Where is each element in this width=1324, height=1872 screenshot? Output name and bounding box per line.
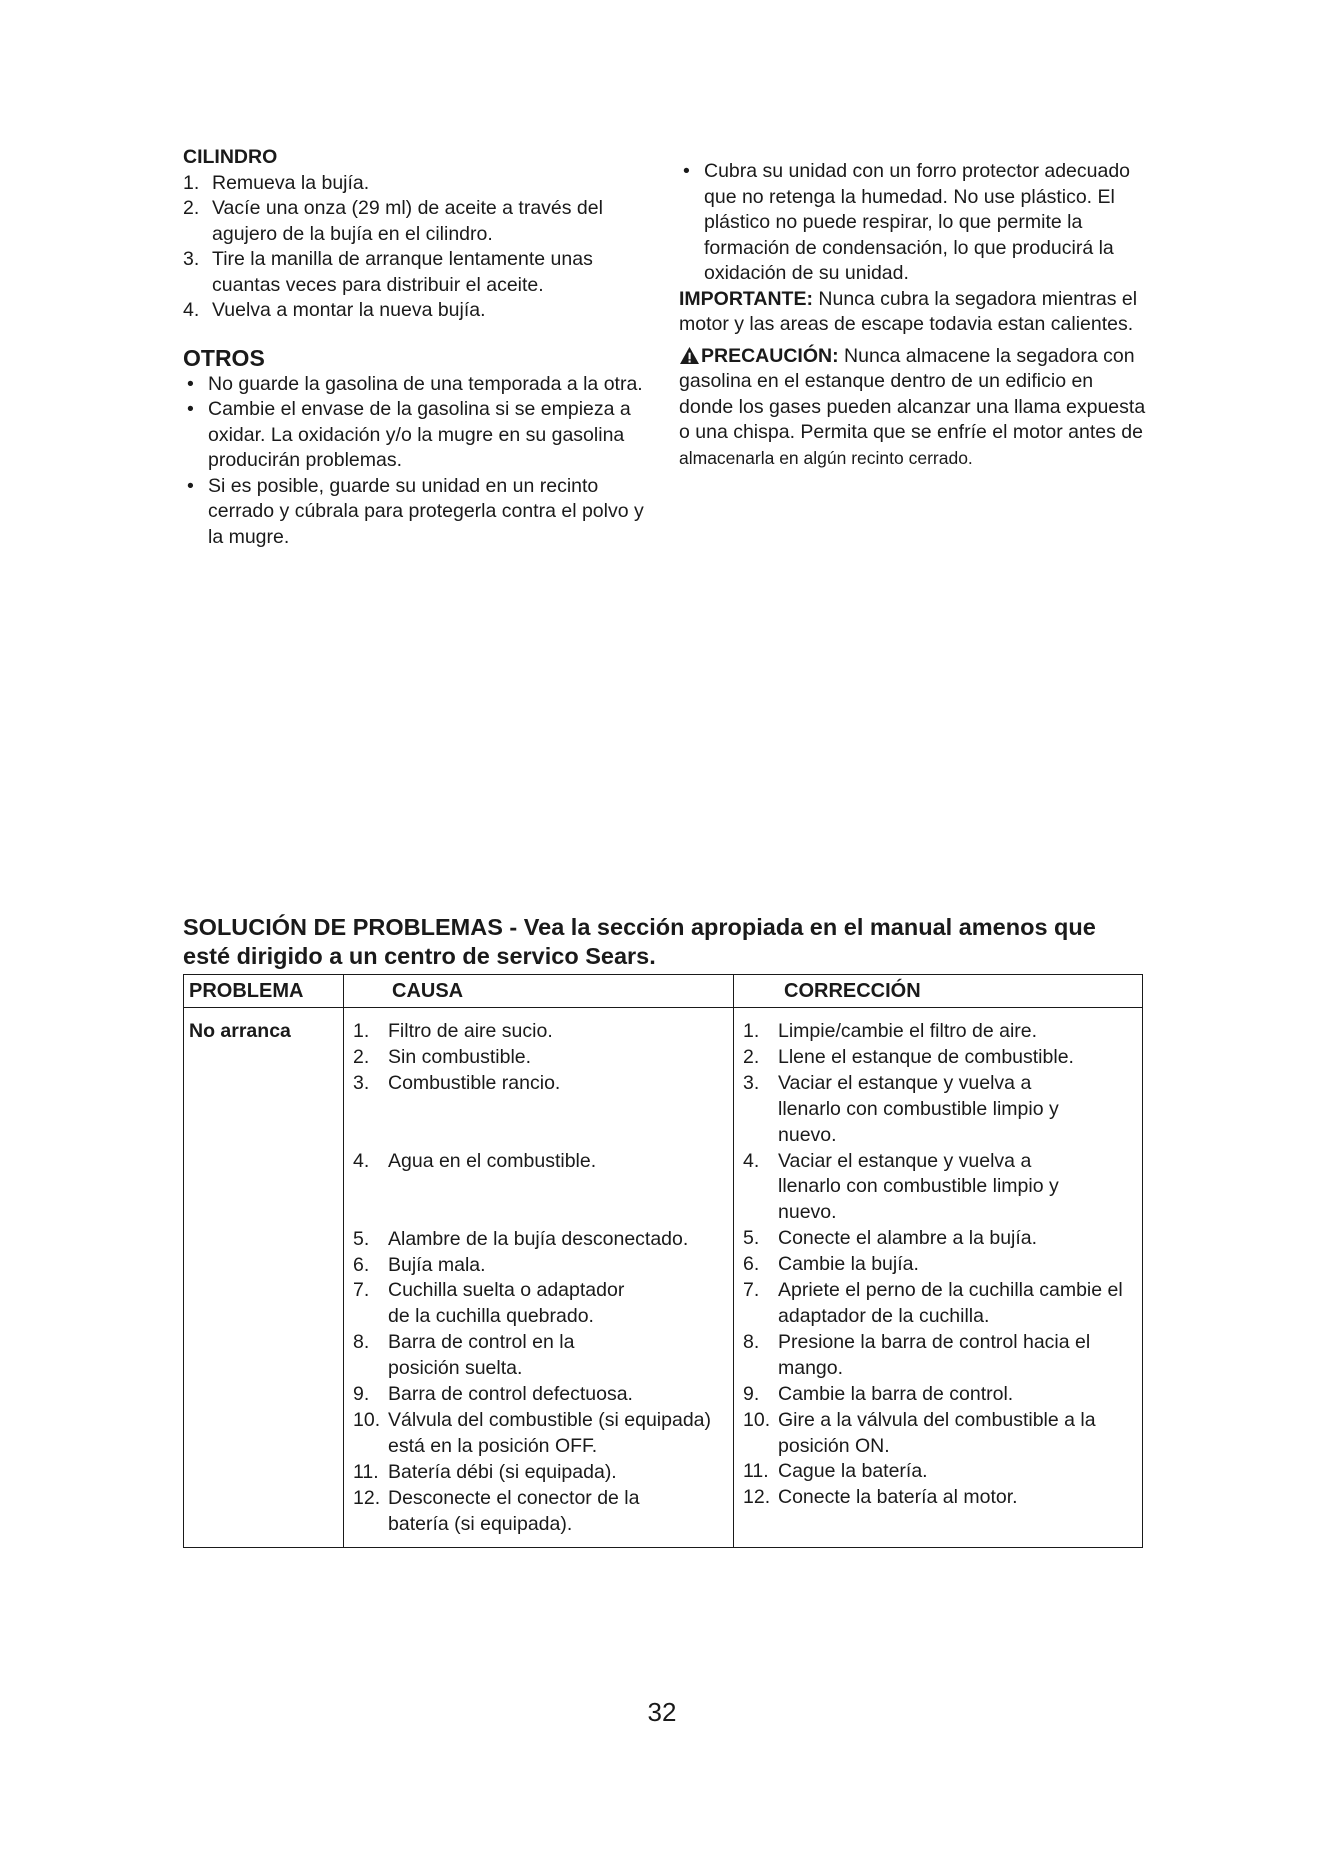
table-row: 8. Presione la barra de control hacia el mango.: [743, 1330, 1091, 1379]
table-row: 1. Limpie/cambie el filtro de aire.: [743, 1020, 1038, 1042]
list-item: • No guarde la gasolina de una temporada a la otra.: [183, 372, 658, 398]
table-row: 1. Filtro de aire sucio.: [353, 1020, 553, 1042]
page-number: 32: [647, 1697, 677, 1727]
table-row: 10. Gire a la válvula del combustible a la posición ON.: [743, 1408, 1096, 1457]
table-row: 3. Combustible rancio.: [353, 1071, 561, 1094]
table-row: 5. Alambre de la bujía desconectado.: [353, 1227, 689, 1250]
bullet-icon: •: [683, 160, 690, 182]
list-item: 4. Vuelva a montar la nueva bujía.: [183, 299, 486, 321]
table-row: 4. Vaciar el estanque y vuelva a llenarlo con combustible limpio y nuevo.: [743, 1149, 1059, 1224]
bullet-icon: •: [187, 372, 194, 395]
table-row: 7. Cuchilla suelta o adaptador de la cuchilla quebrado.: [353, 1279, 625, 1328]
table-row: 6. Bujía mala.: [353, 1253, 486, 1276]
column-divider: [343, 975, 344, 1547]
troubleshooting-table: [183, 974, 1143, 1548]
otros-heading: OTROS: [183, 344, 265, 371]
table-row: 3. Vaciar el estanque y vuelva a llenarlo con combustible limpio y nuevo.: [743, 1071, 1059, 1146]
causes-list: [353, 1019, 731, 1538]
importante-text: Nunca cubra la segadora mientras el motor y las areas de escape todavia estan calientes.: [679, 287, 1138, 335]
warning-triangle-icon: [679, 346, 700, 365]
table-row: 11. Cague la batería.: [743, 1460, 928, 1483]
table-row: 8. Barra de control en la posición suelta.: [353, 1331, 575, 1380]
list-item: 1. Remueva la bujía.: [183, 171, 370, 194]
problem-cell: No arranca: [189, 1020, 291, 1042]
table-row: 12. Conecte la batería al motor.: [743, 1486, 1018, 1509]
table-row: 7. Apriete el perno de la cuchilla cambie el adaptador de la cuchilla.: [743, 1279, 1123, 1327]
table-row: 2. Llene el estanque de combustible.: [743, 1045, 1074, 1068]
header-divider: [184, 1007, 1142, 1008]
list-item: 3. Tire la manilla de arranque lentamente unas cuantas veces para distribuir el aceite.: [183, 248, 593, 296]
table-row: 9. Barra de control defectuosa.: [353, 1383, 633, 1406]
bullet-icon: •: [187, 398, 194, 420]
list-item: • Cubra su unidad con un forro protector adecuado que no retenga la humedad. No use plástico. El plástico no puede respirar, lo que permite la formación de condensación, lo que producirá la oxidación de su unidad.: [683, 160, 1131, 284]
precaucion-text: Nunca almacene la segadora con gasolina en el estanque dentro de un edificio en donde los gases pueden alcanzar una llama expuesta o una chispa. Permita que se enfríe el motor antes de: [679, 344, 1146, 443]
table-row: 12. Desconecte el conector de la batería (si equipada).: [353, 1486, 640, 1535]
right-column: [679, 159, 1149, 471]
table-row: 11. Batería débi (si equipada).: [353, 1460, 617, 1483]
column-divider: [733, 975, 734, 1547]
left-column: [183, 145, 658, 550]
table-row: 5. Conecte el alambre a la bujía.: [743, 1227, 1038, 1250]
table-row: 2. Sin combustible.: [353, 1045, 532, 1068]
precaucion-note: [679, 344, 1149, 471]
cilindro-heading: CILINDRO: [183, 146, 278, 168]
otros-list: [183, 372, 658, 551]
troubleshooting-heading: SOLUCIÓN DE PROBLEMAS - Vea la sección apropiada en el manual amenos que esté dirigido a un centro de servico Sears.: [183, 914, 1096, 969]
list-item: 2. Vacíe una onza (29 ml) de aceite a través del agujero de la bujía en el cilindro.: [183, 197, 603, 245]
header-problema: PROBLEMA: [189, 980, 304, 1002]
table-row: 9. Cambie la barra de control.: [743, 1382, 1014, 1405]
cilindro-steps: [183, 171, 658, 324]
corrections-list: [743, 1019, 1138, 1511]
precaucion-last-line: almacenarla en algún recinto cerrado.: [679, 447, 973, 468]
header-correccion: CORRECCIÓN: [784, 980, 921, 1002]
list-item: • Cambie el envase de la gasolina si se empieza a oxidar. La oxidación y/o la mugre en su gasolina producirán problemas.: [187, 398, 631, 471]
precaucion-label: PRECAUCIÓN:: [701, 344, 839, 367]
importante-note: [679, 287, 1149, 338]
list-item: • Si es posible, guarde su unidad en un recinto cerrado y cúbrala para protegerla contra el polvo y la mugre.: [187, 474, 644, 548]
header-causa: CAUSA: [392, 980, 464, 1002]
table-row: 4. Agua en el combustible.: [353, 1149, 597, 1172]
importante-label: IMPORTANTE:: [679, 287, 813, 310]
table-row: 10. Válvula del combustible (si equipada) está en la posición OFF.: [353, 1408, 712, 1457]
table-row: 6. Cambie la bujía.: [743, 1253, 919, 1276]
otros-list-continued: [679, 159, 1149, 287]
bullet-icon: •: [187, 474, 194, 497]
